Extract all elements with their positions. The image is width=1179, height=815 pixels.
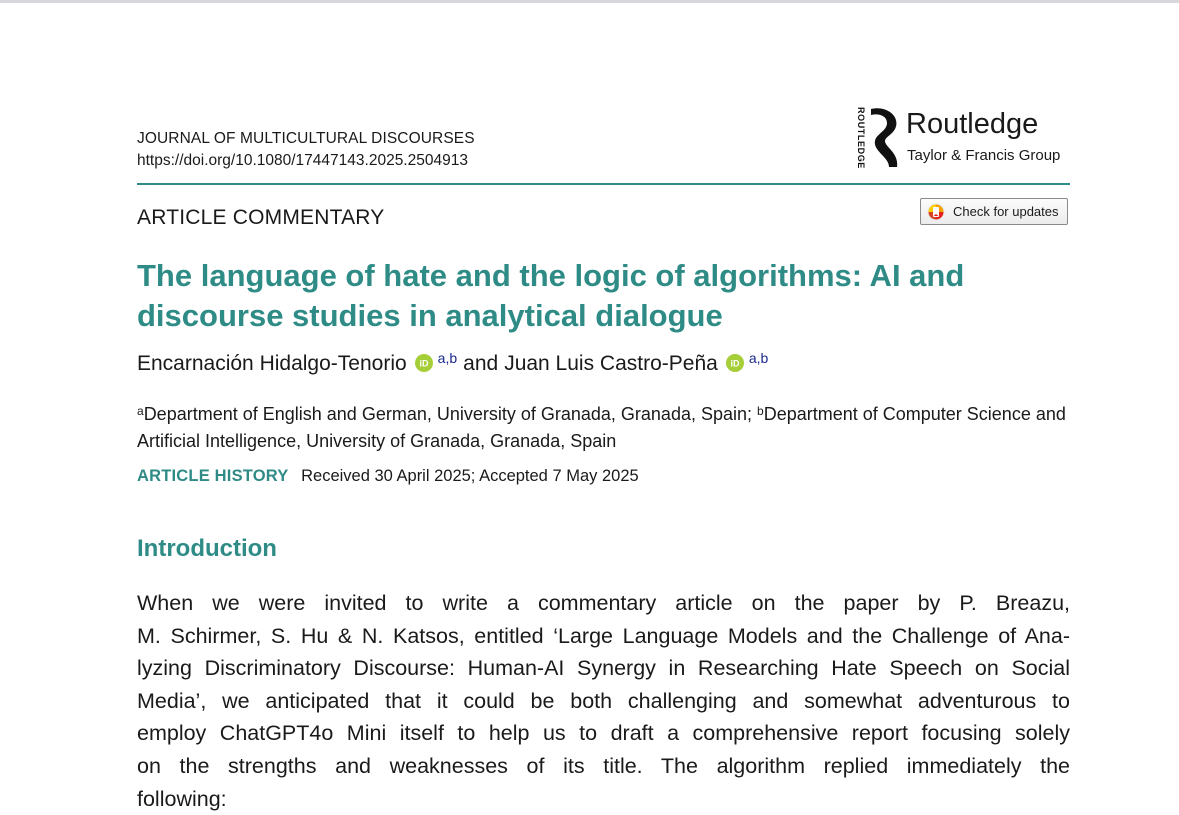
publisher-group: Taylor & Francis Group <box>907 147 1061 164</box>
orcid-icon[interactable] <box>726 354 744 372</box>
affiliation-text: Department of English and German, University of Granada, Granada, Spain; <box>143 404 758 424</box>
article-history-label: ARTICLE HISTORY <box>137 467 289 485</box>
routledge-logo-icon <box>867 107 903 169</box>
article-history <box>137 467 639 486</box>
logo-vertical-text: ROUTLEDGE <box>856 107 866 169</box>
article-history-dates: Received 30 April 2025; Accepted 7 May 2025 <box>301 467 639 485</box>
header-rule <box>137 183 1070 185</box>
author-affiliation-marks: a,b <box>748 350 769 366</box>
check-updates-icon <box>927 203 945 221</box>
affiliation-mark: b <box>757 404 764 418</box>
affiliation-text: Department of Computer Science and Artificial Intelligence, University of Granada, Granada, Spain <box>137 404 1066 451</box>
body-paragraph <box>137 587 1070 815</box>
publisher-name: Routledge <box>906 108 1039 140</box>
orcid-icon[interactable] <box>415 354 433 372</box>
doi-link[interactable]: https://doi.org/10.1080/17447143.2025.2504913 <box>137 152 468 169</box>
author-name: Juan Luis Castro-Peña <box>504 352 718 375</box>
check-updates-label: Check for updates <box>953 204 1059 219</box>
journal-name: JOURNAL OF MULTICULTURAL DISCOURSES <box>137 130 475 147</box>
svg-text:iD: iD <box>419 358 429 369</box>
article-type: ARTICLE COMMENTARY <box>137 206 385 229</box>
affiliations <box>137 402 1072 454</box>
affiliation-mark: a <box>137 404 144 418</box>
author-affiliation-marks: a,b <box>437 350 458 366</box>
paragraph-line: lyzing Discriminatory Discourse: Human-AI Synergy in Researching Hate Speech on Social <box>137 656 1070 681</box>
paragraph-line: When we were invited to write a commentary article on the paper by P. Breazu, <box>137 591 1070 615</box>
svg-text:iD: iD <box>730 358 740 369</box>
article-title: The language of hate and the logic of algorithms: AI and discourse studies in analytical dialogue <box>137 258 965 333</box>
author-line <box>137 352 768 376</box>
author-joiner: and <box>463 352 499 375</box>
check-updates-button[interactable] <box>920 198 1068 225</box>
paragraph-line: Media’, we anticipated that it could be both challenging and somewhat adventurous to <box>137 688 1070 713</box>
section-heading: Introduction <box>137 535 277 562</box>
top-strip <box>0 0 1179 3</box>
publisher-logo <box>854 107 1070 171</box>
author-name: Encarnación Hidalgo-Tenorio <box>137 352 407 375</box>
paragraph-line: M. Schirmer, S. Hu & N. Katsos, entitled ‘Large Language Models and the Challenge of Ana- <box>137 623 1070 648</box>
paragraph-line: employ ChatGPT4o Mini itself to help us to draft a comprehensive report focusing solely <box>137 721 1070 746</box>
paragraph-line: on the strengths and weaknesses of its title. The algorithm replied immediately the <box>137 753 1070 778</box>
paragraph-line: following: <box>137 786 227 811</box>
